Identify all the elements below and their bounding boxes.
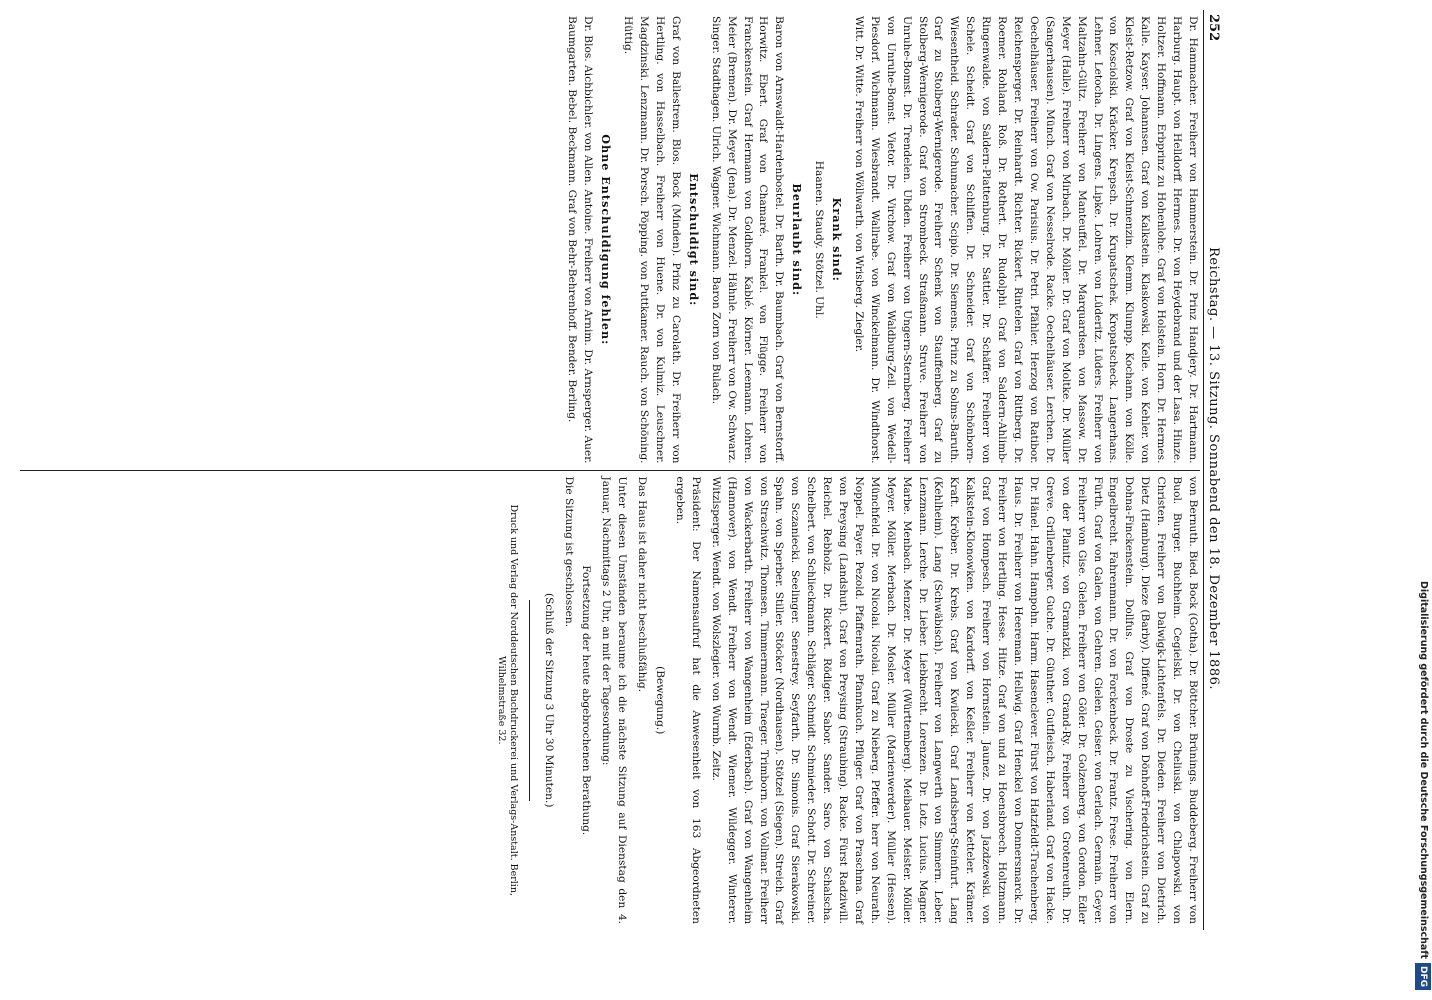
beurlaubt-heading: Beurlaubt sind: xyxy=(790,183,805,297)
president-statement: Präsident: Der Namensaufruf hat die Anwesenheit von 163 Abgeordneten ergeben. xyxy=(674,476,702,924)
entschuldigt-heading: Entschuldigt sind: xyxy=(686,173,701,307)
digitization-sidebar xyxy=(1415,10,1431,990)
attendees-list: Dr. Hammacher. Freiherr von Hammerstein. Dr. Prinz Handjery. Dr. Hartmann. Harburg. Haupt. von Helldorff. Hermes. Dr. von Heydebrand und der Lasa. Hinze. Holtzer. Hoffmann. Erbprinz zu Hohenlohe. Graf von Holstein. Horn. Dr. Hermes. Kalle. Kayser. Johannsen. Graf von Kalkstein. Klaskowski. Kelle. von Kehler. von Kleist-Retzow. Graf von Kleist-Schmenzin. Klemm. Klumpp. Kochann. von Kölle. von Kosciolski. Kräcker. Krepsch. Dr. Krupatschek. Kropatscheck. Langerhans. Lehner. Letocha. Dr. Lingens. Lipke. Lohren. von Lüderitz. Lüders. Freiherr von Maltzahn-Gültz. Freiherr von Manteuffel. Dr. Marquardsen. von Massow. Dr. Meyer (Halle). Freiherr von Mirbach. Dr. Möller. Dr. Graf von Moltke. Dr. Müller (Sangerhausen). Münch. Graf von Nesselrode. Racke. Oechelhäuser. Lerchen. Dr. Oechelhäuser. Freiherr von Ow. Parisius. Dr. Petri. Pfähler. Herzog von Ratibor. Reichensperger. Dr. Reinhardt. Richter. Rickert. Rintelen. Graf von Rittberg. Dr. Roemer. Rohland. Roß. Dr. Rothert. Dr. Rudolphi. Graf von Saldern-Ahlimb-Ringenwalde. von Saldern-Plattenburg. Dr. Sattler. Dr. Schäffer. Freiherr von Schele. Scheidt. Graf von Schliffen. Dr. Schneider. Graf von Schönborn-Wiesentheid. Schrader. Schumacher. Scipio. Dr. Siemens. Prinz zu Solms-Baruth. Graf zu Stolberg-Wernigerode. Freiherr Schenk von Stauffenberg. Graf zu Stolberg-Wernigerode. Graf von Strombeck. Straßmann. Struve. Freiherr von Unruhe-Bomst. Dr. Trendelen. Uhden. Freiherr von Ungern-Sternberg. Freiherr von Unruhe-Bomst. Vietor. Dr. Virchow. Graf von Waldburg-Zeil. von Wedell-Piesdorf. Wichmann. Wiesbrandt. Wallrabe. von Winckelmann. Dr. Windthorst. Witt. Dr. Witte. Freiherr von Wöllwarth. von Wrisberg. Ziegler. xyxy=(852,16,1199,464)
krank-names: Haanen. Staudy. Stötzel. Uhl. xyxy=(813,160,826,319)
beurlaubt-names: Baron von Arnswaldt-Hardenbostel. Dr. Barth. Dr. Baumbach. Graf von Bernstorff. Horwitz. Ebert. Graf von Chamaré. Frankel. von Flügge. Freiherr von Franckenstein. Graf Hermann von Goldhorn. Kablé. Körner. Leemann. Lohren. Meier (Bremen). Dr. Meyer (Jena). Dr. Menzel. Hähnle. Freiherr von Ow. Schwarz. Singer. Stadthagen. Ulrich. Wagner. Wichmann. Baron Zorn von Bulach. xyxy=(709,16,786,464)
left-column xyxy=(20,10,1200,470)
text-columns xyxy=(20,10,1200,930)
stage-direction: (Bewegung.) xyxy=(654,666,667,735)
printer-imprint: Druck und Verlag der Norddeutschen Buchdruckerei und Verlags-Anstalt. Berlin, Wilhelmstraße 32. xyxy=(495,504,519,896)
closing-rule xyxy=(529,600,530,801)
session-closed: Die Sitzung ist geschlossen. xyxy=(562,476,575,628)
page-content xyxy=(20,10,1226,930)
digitization-note: Digitalisierung gefördert durch die Deutsche Forschungsgemeinschaft xyxy=(1418,581,1429,959)
quorum-note: Das Haus ist daher nicht beschlußfähig. xyxy=(636,476,649,693)
ohne-entschuldigung-names: Dr. Blos. Aichbichler. von Allen. Antoine. Freiherr von Arnim. Dr. Arnsperger. Auer. Baumgarten. Bebel. Beckmann. Graf von Behr-Behrenhoff. Bender. Berling. xyxy=(566,16,595,464)
page-number: 252 xyxy=(1206,14,1221,42)
page-title: Reichstag. — 13. Sitzung. Sonnabend den 18. Dezember 1886. xyxy=(1206,247,1221,691)
dfg-logo: DFG xyxy=(1415,963,1431,990)
session-end-time: (Schluß der Sitzung 3 Uhr 30 Minuten.) xyxy=(542,593,555,808)
entschuldigt-names: Graf von Ballestrem. Blos. Bock (Minden). Prinz zu Carolath. Dr. Freiherr von Hertling. von Hasselbach. Freiherr von Huene. Dr. von Kulmiz. Leuschner. Magdzinski. Lenzmann. Dr. Porsch. Pöpping. von Puttkamer. Rauch. von Schöning. Hüttig. xyxy=(622,16,682,464)
agenda-item: Fortsetzung der heute abgebrochenen Berathung. xyxy=(580,565,593,836)
krank-heading: Krank sind: xyxy=(830,197,845,282)
attendees-list-continued: von Bernuth. Bied. Bock (Gotha). Dr. Böttcher. Brünings. Buddeberg. Freiherr von Buol. Burger. Buchheim. Cegielski. Dr. von Cheliuski. von Chlapowski. von Christen. Freiherr von Dalwigk-Lichtenfels. Dr. Dieden. Freiherr von Dietrich. Dietz (Hamburg). Dieze (Barby). Diffené. Graf von Dönhoff-Friedrichstein. Graf zu Dohna-Finckenstein. Dollfus. Graf von Droste zu Vischering. von Elern. Engelbrecht. Fahrenmann. Dr. von Forckenbeck. Dr. Frantz. Frese. Freiherr von Fürth. Graf von Galen. von Gehren. Gielen. Geiser. von Gerlach. Germain. Geyer. Freiherr von Gise. Gielen. Freiherr von Göler. Dr. Golzenberg. von Gordon. Edler von der Planitz. von Gramatzki. von Grand-Ry. Freiherr von Grotenreuth. Dr. Greve. Grillenberger. Guche. Dr. Günther. Gutfleisch. Haberland. Graf von Hacke. Dr. Hänel. Hahn. Hampohn. Harm. Hasenclever. Fürst von Hatzfeldt-Trachenberg. Haus. Dr. Freiherr von Heereman. Hellwig. Graf Henckel von Donnersmarck. Dr. Freiherr von Hertling. Hesse. Hitze. Graf von und zu Hoensbroech. Holtzmann. Graf von Hompesch. Freiherr von Hornstein. Jaunez. Dr. von Jazdzewski. von Kalkstein-Klonowken. von Kardorff. von Keßler. Freiherr von Ketteler. Krämer. Kraft. Kröber. Dr. Krebs. Graf von Kwilecki. Graf Landsberg-Steinfurt. Lang (Kehlheim). Lang (Schwäbisch). Freiherr von Langwerth von Simmern. Leber. Lenzmann. Lerche. Dr. Lieber. Liebknecht. Lorenzen. Dr. Lotz. Lucius. Magner. Marbe. Menbach. Menzer. Dr. Meyer (Württemberg). Meibauer. Meister. Möller. Meyer. Möller. Merbach. Dr. Mosler. Müller (Marienwerder). Müller (Hessen). Münchfeld. Dr. von Nicolai. Nicolai. Graf zu Nieberg. Pfeffer. herr von Neurath. Noppel. Payer. Pezold. Pfaffenrath. Pfannkuch. Pflüger. Graf von Praschma. Graf von Preysing (Landshut). Graf von Preysing (Straubing). Racke. Fürst Radziwill. Reichel. Rebholz. Dr. Rickert. Rödiger. Sabor. Sander. Saro. von Schalscha. Schelbert. von Schlieckmann. Schläger. Schmidt. Schmieder. Schott. Dr. Schreiner. von Sczaniecki. Seelinger. Senestrey. Seyfarth. Dr. Simonis. Graf Sierakowski. Spahn. von Sperber. Stiller. Stöcker (Nordhausen). Stötzel (Siegen). Streich. Graf von Strachwitz. Thomsen. Timmermann. Traeger. Trimborn. von Vollmar. Freiherr von Wackerbarth. Freiherr von Wangenheim (Ederbach). Graf von Wangenheim (Hannover). von Wendt. Freiherr von Wendt. Wiemer. Wildegger. Winterer. Witzlsperger. Wendt. von Wolszlegier. von Wurmb. Zeitz. xyxy=(709,476,1199,924)
digitization-text-row xyxy=(1415,10,1431,990)
right-margin xyxy=(1234,0,1432,1000)
right-column xyxy=(20,471,1200,931)
running-header xyxy=(1203,10,1226,930)
ohne-entschuldigung-heading: Ohne Entschuldigung fehlen: xyxy=(599,134,614,346)
next-session-note: Unter diesen Umständen beraume ich die nächste Sitzung auf Dienstag den 4. Januar, Nachmittags 2 Uhr, an mit der Tagesordnung: xyxy=(600,476,629,924)
